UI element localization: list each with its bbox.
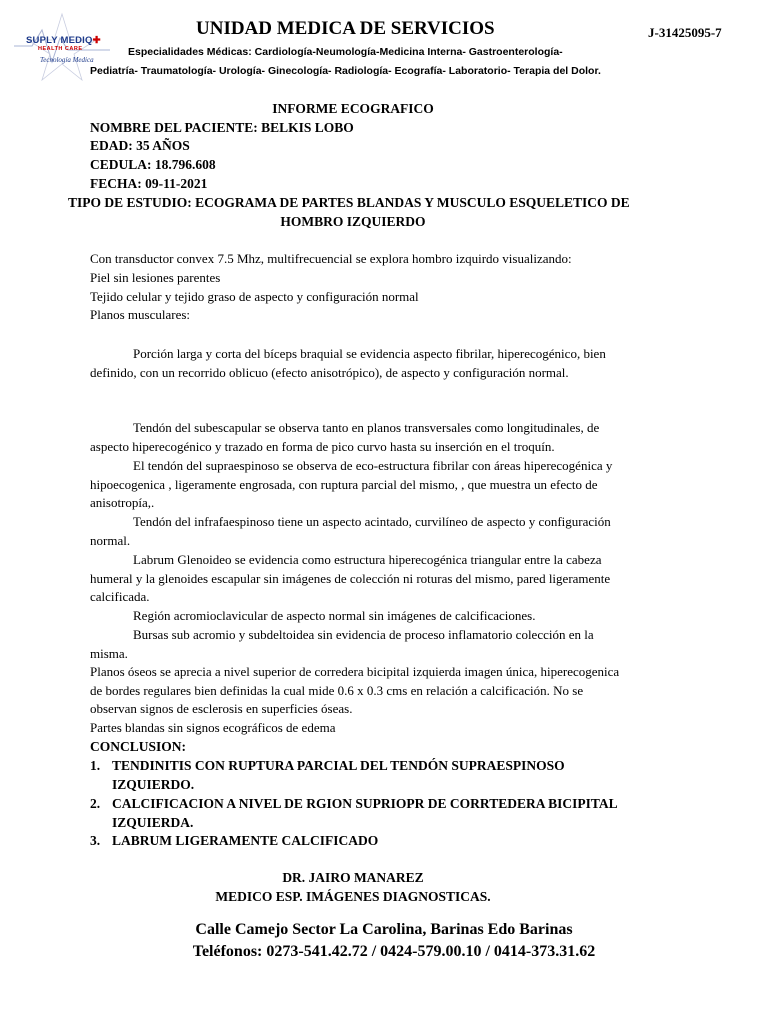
patient-name: NOMBRE DEL PACIENTE: BELKIS LOBO [90,120,354,135]
doctor-role: MEDICO ESP. IMÁGENES DIAGNOSTICAS. [215,889,491,904]
conclusion-item: LABRUM LIGERAMENTE CALCIFICADO [112,833,379,848]
finding-line: Bursas sub acromio y subdeltoidea sin evidencia de proceso inflamatorio colección en la [133,627,594,642]
report-date: FECHA: 09-11-2021 [90,176,208,191]
bone-findings-line: Planos óseos se aprecia a nivel superior de corredera bicipital izquierda imagen única, hiperecogenica [90,664,620,679]
intro-line: Planos musculares: [90,307,191,322]
finding-line: Labrum Glenoideo se evidencia como estructura hiperecogénica triangular entre la cabeza [133,552,602,567]
bone-findings-line: observan signos de esclerosis en superficies óseas. [90,701,353,716]
finding-line: humeral y la glenoides escapular sin imágenes de colección ni roturas del mismo, pared ligeramente [90,571,611,586]
conclusion-number: 2. [90,796,101,811]
bone-findings-line: de bordes regulares bien definidas la cual mide 0.6 x 0.3 cms en relación a calcificación. No se [90,683,584,698]
doctor-name: DR. JAIRO MANAREZ [282,870,424,885]
logo-subtitle: HEALTH CARE [38,46,83,52]
finding-line: Región acromioclavicular de aspecto normal sin imágenes de calcificaciones. [133,608,536,623]
conclusion-item: IZQUIERDO. [112,777,195,792]
footer-address: Calle Camejo Sector La Carolina, Barinas Edo Barinas [195,921,573,938]
finding-line: anisotropía,. [90,495,155,510]
footer-phones: Teléfonos: 0273-541.42.72 / 0424-579.00.10 / 0414-373.31.62 [192,943,596,960]
conclusion-item: IZQUIERDA. [112,815,194,830]
study-type-line-1: TIPO DE ESTUDIO: ECOGRAMA DE PARTES BLANDAS Y MUSCULO ESQUELETICO DE [68,195,630,210]
clinic-title: UNIDAD MEDICA DE SERVICIOS [196,18,495,39]
finding-line: Porción larga y corta del bíceps braquial se evidencia aspecto fibrilar, hiperecogénico, bien [133,346,606,361]
patient-id: CEDULA: 18.796.608 [90,157,216,172]
conclusion-number: 1. [90,758,101,773]
intro-line: Piel sin lesiones parentes [90,270,221,285]
finding-line: Tendón del subescapular se observa tanto en planos transversales como longitudinales, de [133,420,600,435]
report-heading: INFORME ECOGRAFICO [272,101,434,116]
finding-line: normal. [90,533,131,548]
conclusion-item: CALCIFICACION A NIVEL DE RGION SUPRIOPR DE CORRTEDERA BICIPITAL [112,796,618,811]
conclusion-number: 3. [90,833,101,848]
study-type-line-2: HOMBRO IZQUIERDO [280,214,426,229]
conclusion-item: TENDINITIS CON RUPTURA PARCIAL DEL TENDÓN SUPRAESPINOSO [112,758,565,773]
finding-line: hipoecogenica , ligeramente engrosada, con ruptura parcial del mismo, , que muestra un efecto de [90,477,598,492]
soft-tissue-line: Partes blandas sin signos ecográficos de edema [90,720,336,735]
finding-line: aspecto hiperecogénico y trazado en forma de pico curvo hasta su inserción en el troquín. [90,439,555,454]
intro-line: Tejido celular y tejido graso de aspecto y configuración normal [90,289,419,304]
finding-line: Tendón del infrafaespinoso tiene un aspecto acintado, curvilíneo de aspecto y configuración [133,514,611,529]
finding-line: calcificada. [90,589,150,604]
finding-line: El tendón del supraespinoso se observa de eco-estructura fibrilar con áreas hiperecogénica y [133,458,613,473]
specialties-line-2: Pediatría- Traumatología- Urología- Ginecología- Radiología- Ecografía- Laboratorio- Terapia del Dolor. [90,65,601,77]
conclusion-heading: CONCLUSION: [90,739,187,754]
logo-tagline: Tecnología Medica [40,56,94,64]
patient-age: EDAD: 35 AÑOS [90,138,190,153]
intro-line: Con transductor convex 7.5 Mhz, multifrecuencial se explora hombro izquirdo visualizando: [90,251,572,266]
finding-line: definido, con un recorrido oblicuo (efecto anisotrópico), de aspecto y configuración normal. [90,365,569,380]
specialties-line-1: Especialidades Médicas: Cardiología-Neumología-Medicina Interna- Gastroenterología- [128,46,563,58]
finding-line: misma. [90,646,128,661]
tax-id: J-31425095-7 [648,25,722,40]
logo-name: SUPLY MEDIQ✚ [26,35,101,46]
